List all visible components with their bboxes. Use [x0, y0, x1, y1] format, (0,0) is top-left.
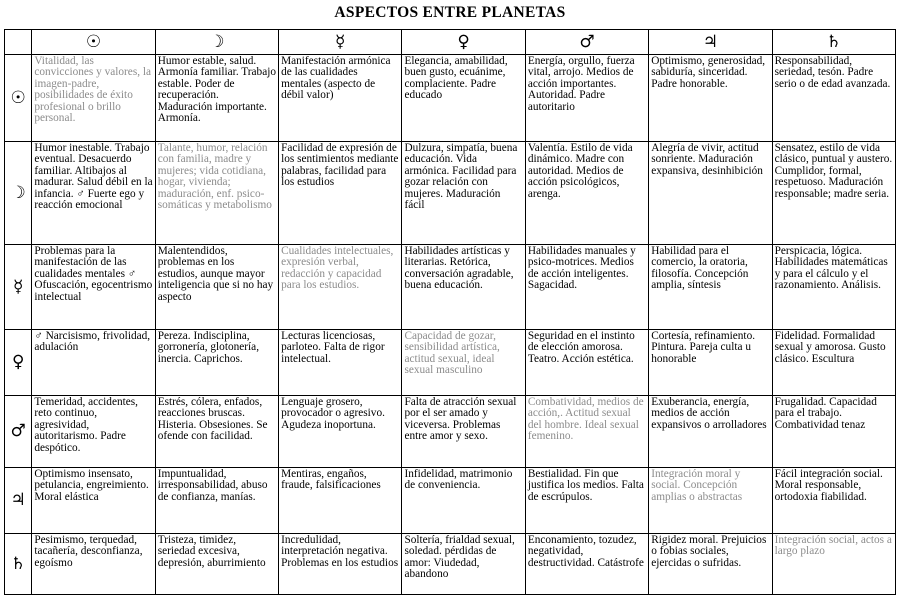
mercury-symbol-icon: ☿ [335, 31, 346, 52]
aspect-cell: Temeridad, accidentes, reto continuo, agresividad, autoritarismo. Padre despótico. [32, 396, 155, 468]
aspect-cell: Impuntualidad, irresponsabilidad, abuso de confianza, manías. [155, 468, 278, 534]
venus-symbol-icon: ♀ [11, 352, 25, 372]
sun-symbol-icon: ☉ [85, 31, 102, 52]
aspect-cell: Vitalidad, las convicciones y valores, la imagen-padre, posibilidades de éxito profesional o brillo personal. [32, 55, 155, 142]
aspect-cell: Habilidades artísticas y literarias. Retórica, conversación agradable, buena educación. [402, 245, 525, 330]
aspect-cell: Enconamiento, tozudez, negatividad, destructividad. Catástrofe [525, 534, 648, 595]
aspect-cell: Humor estable, salud. Armonía familiar. Trabajo estable. Poder de recuperación. Maduración importante. Armonía. [155, 55, 278, 142]
column-header-mercury [279, 30, 402, 55]
mars-symbol-icon: ♂ [10, 421, 26, 441]
row-header-jupiter [5, 468, 32, 534]
aspect-cell: Habilidades manuales y psico-motrices. Medios de acción inteligentes. Sagacidad. [525, 245, 648, 330]
aspect-cell: Lenguaje grosero, provocador o agresivo. Agudeza inoportuna. [279, 396, 402, 468]
aspect-cell: Problemas para la manifestación de las cualidades mentales ♂ Ofuscación, egocentrismo intelectual [32, 245, 155, 330]
moon-symbol-icon: ☽ [10, 182, 26, 203]
header-row [5, 30, 896, 55]
column-header-saturn [772, 30, 895, 55]
aspect-cell: Incredulidad, interpretación negativa. Problemas en los estudios [279, 534, 402, 595]
table-row-mars [5, 396, 896, 468]
column-header-venus [402, 30, 525, 55]
aspect-cell: Malentendidos, problemas en los estudios, aunque mayor inteligencia que si no hay aspecto [155, 245, 278, 330]
moon-symbol-icon: ☽ [209, 31, 225, 52]
column-header-moon [155, 30, 278, 55]
aspect-cell: Falta de atracción sexual por el ser amado y viceversa. Problemas entre amor y sexo. [402, 396, 525, 468]
mercury-symbol-icon: ☿ [12, 276, 24, 297]
aspect-cell: Seguridad en el instinto de elección amorosa. Teatro. Acción estética. [525, 330, 648, 396]
aspect-cell: Alegría de vivir, actitud sonriente. Maduración expansiva, desinhibición [649, 142, 772, 245]
table-row-saturn [5, 534, 896, 595]
aspect-cell: Cualidades intelectuales, expresión verbal, redacción y capacidad para los estudios. [279, 245, 402, 330]
aspect-cell: Optimismo, generosidad, sabiduría, sinceridad. Padre honorable. [649, 55, 772, 142]
row-header-venus [5, 330, 32, 396]
aspect-cell: Energía, orgullo, fuerza vital, arrojo. Medios de acción importantes. Autoridad. Padre autoritario [525, 55, 648, 142]
table-row-venus [5, 330, 896, 396]
aspect-cell: Habilidad para el comercio, la oratoria, filosofía. Concepción amplia, síntesis [649, 245, 772, 330]
aspects-table [4, 29, 896, 595]
table-row-mercury [5, 245, 896, 330]
jupiter-symbol-icon: ♃ [10, 490, 26, 510]
aspect-cell: Lecturas licenciosas, parloteo. Falta de rigor intelectual. [279, 330, 402, 396]
aspect-cell: Responsabilidad, seriedad, tesón. Padre serio o de edad avanzada. [772, 55, 895, 142]
aspect-cell: Fidelidad. Formalidad sexual y amorosa. Gusto clásico. Escultura [772, 330, 895, 396]
aspect-cell: Combatividad, medios de acción,. Actitud sexual del hombre. Ideal sexual femenino. [525, 396, 648, 468]
aspect-cell: Tristeza, timidez, seriedad excesiva, depresión, aburrimiento [155, 534, 278, 595]
aspect-cell: Pesimismo, terquedad, tacañería, desconfianza, egoísmo [32, 534, 155, 595]
mars-symbol-icon: ♂ [579, 31, 595, 52]
aspect-cell: Facilidad de expresión de los sentimientos mediante palabras, facilidad para los estudios [279, 142, 402, 245]
aspect-cell: Capacidad de gozar, sensibilidad artística, actitud sexual, ideal sexual masculino [402, 330, 525, 396]
aspect-cell: Exuberancia, energía, medios de acción expansivos o arrolladores [649, 396, 772, 468]
aspect-cell: Optimismo insensato, petulancia, engreimiento. Moral elástica [32, 468, 155, 534]
row-header-saturn [5, 534, 32, 595]
column-header-mars [525, 30, 648, 55]
row-header-mars [5, 396, 32, 468]
aspect-cell: Talante, humor, relación con familia, madre y mujeres; vida cotidiana, hogar, vivienda; maduración, enf. psico-somáticas y metabolismo [155, 142, 278, 245]
table-row-sun [5, 55, 896, 142]
venus-symbol-icon: ♀ [457, 31, 470, 52]
aspect-cell: Infidelidad, matrimonio de conveniencia. [402, 468, 525, 534]
aspect-cell: Sensatez, estilo de vida clásico, puntual y austero. Cumplidor, formal, respetuoso. Maduración responsable; madre seria. [772, 142, 895, 245]
aspect-cell: Integración moral y social. Concepción amplias o abstractas [649, 468, 772, 534]
aspect-cell: Rigidez moral. Prejuicios o fobias sociales, ejercidas o sufridas. [649, 534, 772, 595]
row-header-mercury [5, 245, 32, 330]
aspect-cell: ♂ Narcisismo, frivolidad, adulación [32, 330, 155, 396]
aspect-cell: Frugalidad. Capacidad para el trabajo. Combatividad tenaz [772, 396, 895, 468]
saturn-symbol-icon: ♄ [826, 31, 842, 52]
page-title: ASPECTOS ENTRE PLANETAS [334, 4, 566, 21]
aspect-cell: Elegancia, amabilidad, buen gusto, ecuánime, complaciente. Padre educado [402, 55, 525, 142]
row-header-moon [5, 142, 32, 245]
table-row-jupiter [5, 468, 896, 534]
aspect-cell: Cortesía, refinamiento. Pintura. Pareja culta u honorable [649, 330, 772, 396]
aspect-cell: Manifestación armónica de las cualidades mentales (aspecto de débil valor) [279, 55, 402, 142]
column-header-sun [32, 30, 155, 55]
aspect-cell: Integración social, actos a largo plazo [772, 534, 895, 595]
aspect-cell: Estrés, cólera, enfados, reacciones bruscas. Histeria. Obsesiones. Se ofende con facilidad. [155, 396, 278, 468]
row-header-sun [5, 55, 32, 142]
aspect-cell: Humor inestable. Trabajo eventual. Desacuerdo familiar. Altibajos al madurar. Salud débil en la infancia. ♂ Fuerte ego y reacción emocional [32, 142, 155, 245]
sun-symbol-icon: ☉ [10, 87, 26, 108]
aspect-cell: Valentía. Estilo de vida dinámico. Madre con autoridad. Medios de acción psicológicos, arenga. [525, 142, 648, 245]
saturn-symbol-icon: ♄ [10, 553, 26, 574]
aspect-cell: Bestialidad. Fin que justifica los medios. Falta de escrúpulos. [525, 468, 648, 534]
column-header-jupiter [649, 30, 772, 55]
jupiter-symbol-icon: ♃ [702, 31, 719, 52]
aspect-cell: Pereza. Indisciplina, gorronería, glotonería, inercia. Caprichos. [155, 330, 278, 396]
aspect-cell: Perspicacia, lógica. Habilidades matemáticas y para el cálculo y el razonamiento. Análisis. [772, 245, 895, 330]
corner-cell [5, 30, 32, 55]
aspect-cell: Dulzura, simpatía, buena educación. Vida armónica. Facilidad para gozar relación con mujeres. Maduración fácil [402, 142, 525, 245]
aspect-cell: Soltería, frialdad sexual, soledad. pérdidas de amor: Viudedad, abandono [402, 534, 525, 595]
aspect-cell: Mentiras, engaños, fraude, falsificaciones [279, 468, 402, 534]
table-row-moon [5, 142, 896, 245]
aspect-cell: Fácil integración social. Moral responsable, ortodoxia fiabilidad. [772, 468, 895, 534]
